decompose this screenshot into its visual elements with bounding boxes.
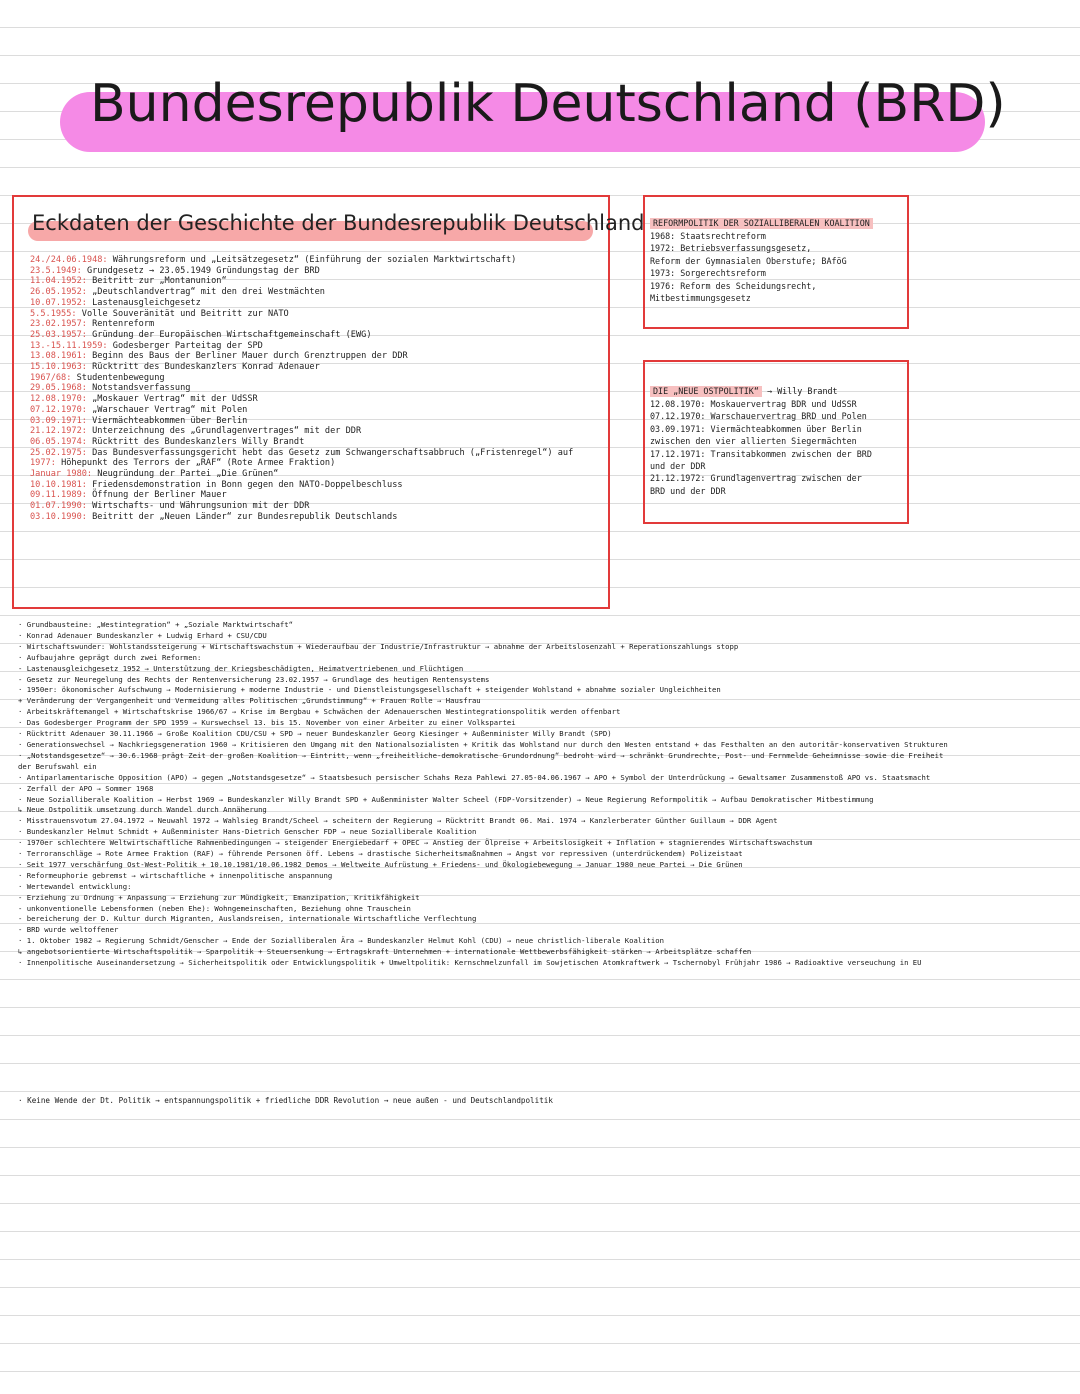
event-item bbox=[30, 309, 600, 320]
page-title: Bundesrepublik Deutschland (BRD) bbox=[90, 74, 1006, 134]
note-line: · „Notstandsgesetze“ → 30.6.1968 prägt Zeit der großen Koalition → Eintritt, wenn „freiheitliche-demokratische Grundordnung“ bedroht wird → schränkt Grundrechte, Post- und Fernmelde Geheimnisse sowie die Freiheit bbox=[18, 750, 944, 760]
event-item bbox=[30, 448, 600, 459]
note-line: · Generationswechsel → Nachkriegsgeneration 1960 → Kritisieren den Umgang mit den Nationalsozialisten + Kritik das Wohlstand nur durch den Westen entstand + das Festhalten an den autoritär-konservativen Strukturen bbox=[18, 739, 948, 749]
event-text: Unterzeichnung des „Grundlagenvertrages“ mit der DDR bbox=[92, 426, 362, 437]
event-item bbox=[30, 426, 600, 437]
note-line: · Rücktritt Adenauer 30.11.1966 → Große Koalition CDU/CSU + SPD → neuer Bundeskanzler Georg Kiesinger + Außenminister Willy Brandt (SPD) bbox=[18, 729, 612, 739]
note-line: der Berufswahl ein bbox=[18, 761, 97, 771]
note-line: · Seit 1977 verschärfung Ost-West-Politik + 10.10.1981/10.06.1982 Demos → Weltweite Aufrüstung + Friedens- und Ökologiebewegung → Januar 1980 neue Partei → Die Grünen bbox=[18, 859, 743, 869]
event-date: 12.08.1970: bbox=[30, 394, 87, 405]
note-line: · Arbeitskräftemangel + Wirtschaftskrise 1966/67 → Krise im Bergbau + Schwächen der Adenauerschen Westintegrationspolitik werden offenbart bbox=[18, 707, 621, 717]
note-line: · Das Godesberger Programm der SPD 1959 → Kurswechsel 13. bis 15. November von einer Arbeiter zu einer Volkspartei bbox=[18, 718, 516, 728]
event-item bbox=[30, 373, 600, 384]
event-item bbox=[30, 469, 600, 480]
event-text: Beitritt zur „Montanunion“ bbox=[92, 276, 227, 287]
event-date: 23.02.1957: bbox=[30, 319, 87, 330]
event-date: 11.04.1952: bbox=[30, 276, 87, 287]
event-date: 06.05.1974: bbox=[30, 436, 87, 447]
event-date: 24./24.06.1948: bbox=[30, 255, 108, 265]
note-line: + Veränderung der Vergangenheit und Vermeidung alles Politischen „Grundstimmung“ + Frauen Rolle → Hausfrau bbox=[18, 696, 481, 706]
eckdaten-title: Eckdaten der Geschichte der Bundesrepublik Deutschland bbox=[32, 211, 645, 235]
event-date: 29.05.1968: bbox=[30, 383, 87, 394]
event-text: Öffnung der Berliner Mauer bbox=[92, 490, 227, 501]
note-line: · Grundbausteine: „Westintegration“ + „Soziale Marktwirtschaft“ bbox=[18, 620, 293, 629]
ostpolitik-line: und der DDR bbox=[650, 461, 706, 472]
event-text: Rücktritt des Bundeskanzlers Konrad Adenauer bbox=[92, 362, 320, 373]
ostpolitik-lines bbox=[650, 398, 872, 497]
ostpolitik-line: 07.12.1970: Warschauervertrag BRD und Polen bbox=[650, 411, 867, 422]
event-item bbox=[30, 362, 600, 373]
final-note: · Keine Wende der Dt. Politik → entspannungspolitik + friedliche DDR Revolution → neue außen - und Deutschlandpolitik bbox=[18, 1096, 553, 1105]
note-line: · 1950er: ökonomischer Aufschwung → Modernisierung + moderne Industrie - und Dienstleistungsgesellschaft + steigender Wohlstand + abnahme sozialer Ungleichheiten bbox=[18, 685, 721, 695]
event-text: Viermächteabkommen über Berlin bbox=[92, 415, 248, 426]
event-text: Volle Souveränität und Beitritt zur NATO bbox=[81, 308, 289, 319]
event-date: 03.10.1990: bbox=[30, 511, 87, 522]
event-item bbox=[30, 287, 600, 298]
event-date: 10.07.1952: bbox=[30, 297, 87, 308]
event-date: 10.10.1981: bbox=[30, 479, 87, 490]
note-line: · Antiparlamentarische Opposition (APO) → gegen „Notstandsgesetze“ → Staatsbesuch persischer Schahs Reza Pahlewi 27.05-04.06.1967 → APO + Symbol der Unterdrückung → Gewaltsamer Zusammenstoß APO vs. Staatsmacht bbox=[18, 772, 931, 782]
event-date: 13.08.1961: bbox=[30, 351, 87, 362]
notes-list bbox=[18, 620, 1076, 969]
event-date: 09.11.1989: bbox=[30, 490, 87, 501]
event-text: Godesberger Parteitag der SPD bbox=[112, 340, 263, 351]
event-text: Beginn des Baus der Berliner Mauer durch Grenztruppen der DDR bbox=[92, 351, 408, 362]
reformpolitik-line: Reform der Gymnasialen Oberstufe; BAföG bbox=[650, 255, 847, 266]
note-line: ↳ Neue Ostpolitik umsetzung durch Wandel durch Annäherung bbox=[18, 805, 267, 815]
reformpolitik-line: Mitbestimmungsgesetz bbox=[650, 293, 751, 304]
note-line: · Wertewandel entwicklung: bbox=[18, 881, 132, 891]
event-date: 26.05.1952: bbox=[30, 287, 87, 298]
ostpolitik-line: zwischen den vier allierten Siegermächten bbox=[650, 436, 857, 447]
event-date: Januar 1980: bbox=[30, 469, 93, 480]
event-text: Höhepunkt des Terrors der „RAF“ (Rote Armee Fraktion) bbox=[61, 458, 336, 469]
event-text: Friedensdemonstration in Bonn gegen den NATO-Doppelbeschluss bbox=[92, 479, 403, 490]
reformpolitik-line: 1973: Sorgerechtsreform bbox=[650, 268, 766, 279]
note-line: - Gesetz zur Neuregelung des Rechts der Rentenversicherung 23.02.1957 → Grundlage des heutigen Rentensystems bbox=[18, 674, 490, 684]
reformpolitik-line: 1976: Reform des Scheidungsrecht, bbox=[650, 280, 817, 291]
event-text: Währungsreform und „Leitsätzegesetz“ (Einführung der sozialen Marktwirtschaft) bbox=[112, 255, 517, 265]
event-date: 25.02.1975: bbox=[30, 447, 87, 458]
event-text: Gründung der Europäischen Wirtschaftgemeinschaft (EWG) bbox=[92, 329, 372, 340]
note-line: · 1. Oktober 1982 → Regierung Schmidt/Genscher → Ende der Sozialliberalen Ära → Bundeskanzler Helmut Kohl (CDU) → neue christlich-liberale Koalition bbox=[18, 936, 665, 946]
ostpolitik-line: 12.08.1970: Moskauervertrag BDR und UdSSR bbox=[650, 399, 857, 409]
event-text: Wirtschafts- und Währungsunion mit der DDR bbox=[92, 501, 310, 512]
reformpolitik-line: 1968: Staatsrechtreform bbox=[650, 231, 766, 241]
note-line: · Misstrauensvotum 27.04.1972 → Neuwahl 1972 → Wahlsieg Brandt/Scheel → scheitern der Regierung → Rücktritt Brandt 06. Mai. 1974 → Kanzlerberater Günther Guillaum → DDR Agent bbox=[18, 816, 778, 826]
ostpolitik-line: 03.09.1971: Viermächteabkommen über Berlin bbox=[650, 423, 862, 434]
note-line: · Bundeskanzler Helmut Schmidt + Außenminister Hans-Dietrich Genscher FDP → neue Sozialliberale Koalition bbox=[18, 827, 477, 837]
event-item bbox=[30, 255, 600, 266]
event-item bbox=[30, 512, 600, 523]
event-text: „Moskauer Vertrag“ mit der UdSSR bbox=[92, 394, 258, 405]
note-line: · Wirtschaftswunder: Wohlstandssteigerung + Wirtschaftswachstum + Wiederaufbau der Industrie/Infrastruktur → abnahme der Arbeitslosenzahl + Reperationszahlungs stopp bbox=[18, 641, 739, 651]
event-item bbox=[30, 330, 600, 341]
event-item bbox=[30, 490, 600, 501]
event-date: 15.10.1963: bbox=[30, 362, 87, 373]
event-text: Neugründung der Partei „Die Grünen“ bbox=[97, 469, 279, 480]
event-item bbox=[30, 437, 600, 448]
note-line: · 1970er schlechtere Weltwirtschaftliche Rahmenbedingungen → steigender Energiebedarf + OPEC → Anstieg der Ölpreise + Arbeitslosigkeit + Inflation + stagnierendes Wirtschaftswachstum bbox=[18, 838, 813, 848]
event-item bbox=[30, 298, 600, 309]
ostpolitik-title: DIE „NEUE OSTPOLITIK“ bbox=[650, 386, 762, 397]
event-date: 01.07.1990: bbox=[30, 501, 87, 512]
note-line: - Erziehung zu Ordnung + Anpassung → Erziehung zur Mündigkeit, Emanzipation, Kritikfähigkeit bbox=[18, 892, 420, 902]
event-text: „Warschauer Vertrag“ mit Polen bbox=[92, 404, 248, 415]
note-line: - BRD wurde weltoffener bbox=[18, 925, 119, 935]
event-date: 1977: bbox=[30, 458, 56, 469]
event-item bbox=[30, 351, 600, 362]
ostpolitik-line: BRD und der DDR bbox=[650, 485, 726, 496]
note-line: · Zerfall der APO → Sommer 1968 bbox=[18, 783, 154, 793]
note-line: · Terroranschläge → Rote Armee Fraktion (RAF) → führende Personen öff. Lebens → drastische Sicherheitsmaßnahmen → Angst vor repressiven (unterdrückendem) Polizeistaat bbox=[18, 849, 743, 859]
event-item bbox=[30, 266, 600, 277]
reformpolitik-title: REFORMPOLITIK DER SOZIALLIBERALEN KOALITION bbox=[650, 218, 873, 229]
event-date: 07.12.1970: bbox=[30, 404, 87, 415]
note-line: · Konrad Adenauer Bundeskanzler + Ludwig Erhard + CSU/CDU bbox=[18, 630, 267, 640]
event-text: Lastenausgleichgesetz bbox=[92, 297, 201, 308]
event-item bbox=[30, 458, 600, 469]
event-item bbox=[30, 394, 600, 405]
event-text: Das Bundesverfassungsgericht hebt das Gesetz zum Schwangerschaftsabbruch („Fristenregel“) auf bbox=[92, 447, 574, 458]
event-text: Notstandsverfassung bbox=[92, 383, 191, 394]
note-line: · Innenpolitische Auseinandersetzung → Sicherheitspolitik oder Entwicklungspolitik + Umweltpolitik: Kernschmelzunfall im Sowjetischen Atomkraftwerk → Tschernobyl Frühjahr 1986 → Radioaktive verseuchung in EU bbox=[18, 958, 922, 968]
note-line: ↳ angebotsorientierte Wirtschaftspolitik → Sparpolitik + Steuersenkung → Ertragskraft Unternehmen + internationale Wettbewerbsfähigkeit stärken → Arbeitsplätze schaffen bbox=[18, 947, 752, 957]
ostpolitik-box bbox=[643, 360, 909, 524]
reformpolitik-box bbox=[643, 195, 909, 329]
event-item bbox=[30, 501, 600, 512]
event-text: Rücktritt des Bundeskanzlers Willy Brandt bbox=[92, 436, 305, 447]
event-date: 5.5.1955: bbox=[30, 308, 77, 319]
note-line: - Lastenausgleichgesetz 1952 → Unterstützung der Kriegsbeschädigten, Heimatvertriebenen und Flüchtigen bbox=[18, 663, 464, 673]
event-text: Grundgesetz → 23.05.1949 Gründungstag der BRD bbox=[86, 265, 320, 276]
event-date: 21.12.1972: bbox=[30, 426, 87, 437]
eckdaten-box bbox=[12, 195, 645, 609]
reformpolitik-lines bbox=[650, 230, 873, 304]
ostpolitik-title-suffix: → Willy Brandt bbox=[766, 386, 838, 396]
event-date: 1967/68: bbox=[30, 372, 72, 383]
event-item bbox=[30, 341, 600, 352]
note-line: · Aufbaujahre geprägt durch zwei Reformen: bbox=[18, 652, 202, 662]
note-line: · Neue Sozialliberale Koalition → Herbst 1969 → Bundeskanzler Willy Brandt SPD + Außenminister Walter Scheel (FDP-Vorsitzender) → Neue Regierung Reformpolitik → Aufbau Demokratischer Mitbestimmung bbox=[18, 794, 874, 804]
ostpolitik-line: 21.12.1972: Grundlagenvertrag zwischen der bbox=[650, 473, 862, 484]
event-item bbox=[30, 405, 600, 416]
event-item bbox=[30, 319, 600, 330]
note-line: - unkonventionelle Lebensformen (neben Ehe): Wohngemeinschaften, Beziehung ohne Trauschein bbox=[18, 903, 411, 913]
event-text: „Deutschlandvertrag“ mit den drei Westmächten bbox=[92, 287, 325, 298]
event-item bbox=[30, 480, 600, 491]
event-text: Beitritt der „Neuen Länder“ zur Bundesrepublik Deutschlands bbox=[92, 511, 398, 522]
reformpolitik-line: 1972: Betriebsverfassungsgesetz, bbox=[650, 243, 812, 254]
event-date: 23.5.1949: bbox=[30, 265, 82, 276]
note-line: · Reformeuphorie gebremst → wirtschaftliche + innenpolitische anspannung bbox=[18, 870, 333, 880]
event-date: 13.-15.11.1959: bbox=[30, 340, 108, 351]
event-date: 25.03.1957: bbox=[30, 329, 87, 340]
event-item bbox=[30, 383, 600, 394]
event-date: 03.09.1971: bbox=[30, 415, 87, 426]
event-item bbox=[30, 276, 600, 287]
ostpolitik-line: 17.12.1971: Transitabkommen zwischen der BRD bbox=[650, 448, 872, 459]
event-item bbox=[30, 416, 600, 427]
title-area bbox=[60, 70, 1006, 180]
event-text: Studentenbewegung bbox=[76, 372, 165, 383]
note-line: - bereicherung der D. Kultur durch Migranten, Auslandsreisen, internationale Wirtschaftliche Verflechtung bbox=[18, 914, 477, 924]
eckdaten-events bbox=[30, 255, 600, 523]
event-text: Rentenreform bbox=[92, 319, 155, 330]
